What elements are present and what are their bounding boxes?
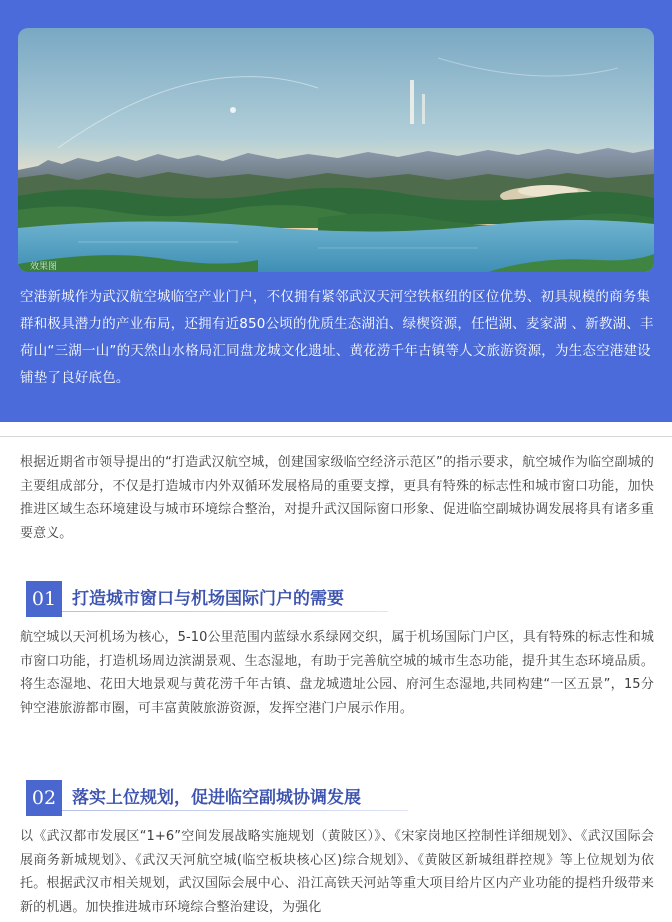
- section-underline: [62, 611, 388, 612]
- section-underline: [62, 810, 408, 811]
- section-number-badge: 02: [26, 780, 62, 816]
- intro-paragraph: 根据近期省市领导提出的“打造武汉航空城，创建国家级临空经济示范区”的指示要求，航空城作为临空副城的主要组成部分，不仅是打造城市内外双循环发展格局的重要支撑，更具有特殊的标志性和城市窗口功能，加快推进区域生态环境建设与城市环境综合整治，对提升武汉国际窗口形象、促进临空副城协调发展将具有诸多重要意义。: [20, 455, 654, 541]
- section-number-badge: 01: [26, 581, 62, 617]
- section-divider: [0, 436, 672, 437]
- hero-photo-illustration: [18, 28, 654, 272]
- section-title: 打造城市窗口与机场国际门户的需要: [72, 589, 344, 609]
- section-title: 落实上位规划，促进临空副城协调发展: [72, 788, 361, 808]
- hero-description: 空港新城作为武汉航空城临空产业门户，不仅拥有紧邻武汉天河空铁枢纽的区位优势、初具规模的商务集群和极具潜力的产业布局，还拥有近850公顷的优质生态湖泊、绿楔资源，任恺湖、麦家湖 、新教湖、丰荷山“三湖一山”的天然山水格局汇同盘龙城文化遗址、黄花涝千年古镇等人文旅游资源，为生态空港建设铺垫了良好底色。: [20, 289, 654, 386]
- section-body-02: 以《武汉都市发展区“1+6”空间发展战略实施规划（黄陂区）》、《宋家岗地区控制性详细规划》、《武汉国际会展商务新城规划》、《武汉天河航空城(临空板块核心区)综合规划》、《黄陂区新城组群控规》等上位规划为依托。根据武汉市相关规划，武汉国际会展中心、沿江高铁天河站等重大项目给片区内产业功能的提档升级带来新的机遇。加快推进城市环境综合整治建设，为强化: [20, 829, 654, 915]
- hero-photo: [18, 28, 654, 272]
- watermark-label: 效果图: [30, 262, 58, 272]
- section-body-01: 航空城以天河机场为核心，5-10公里范围内蓝绿水系绿网交织，属于机场国际门户区，具有特殊的标志性和城市窗口功能，打造机场周边滨湖景观、生态湿地，有助于完善航空城的城市生态功能，提升其生态环境品质。将生态湿地、花田大地景观与黄花涝千年古镇、盘龙城遗址公园、府河生态湿地,共同构建“一区五景”，15分钟空港旅游都市圈，可丰富黄陂旅游资源，发挥空港门户展示作用。: [20, 630, 654, 716]
- hero-banner: [0, 0, 672, 422]
